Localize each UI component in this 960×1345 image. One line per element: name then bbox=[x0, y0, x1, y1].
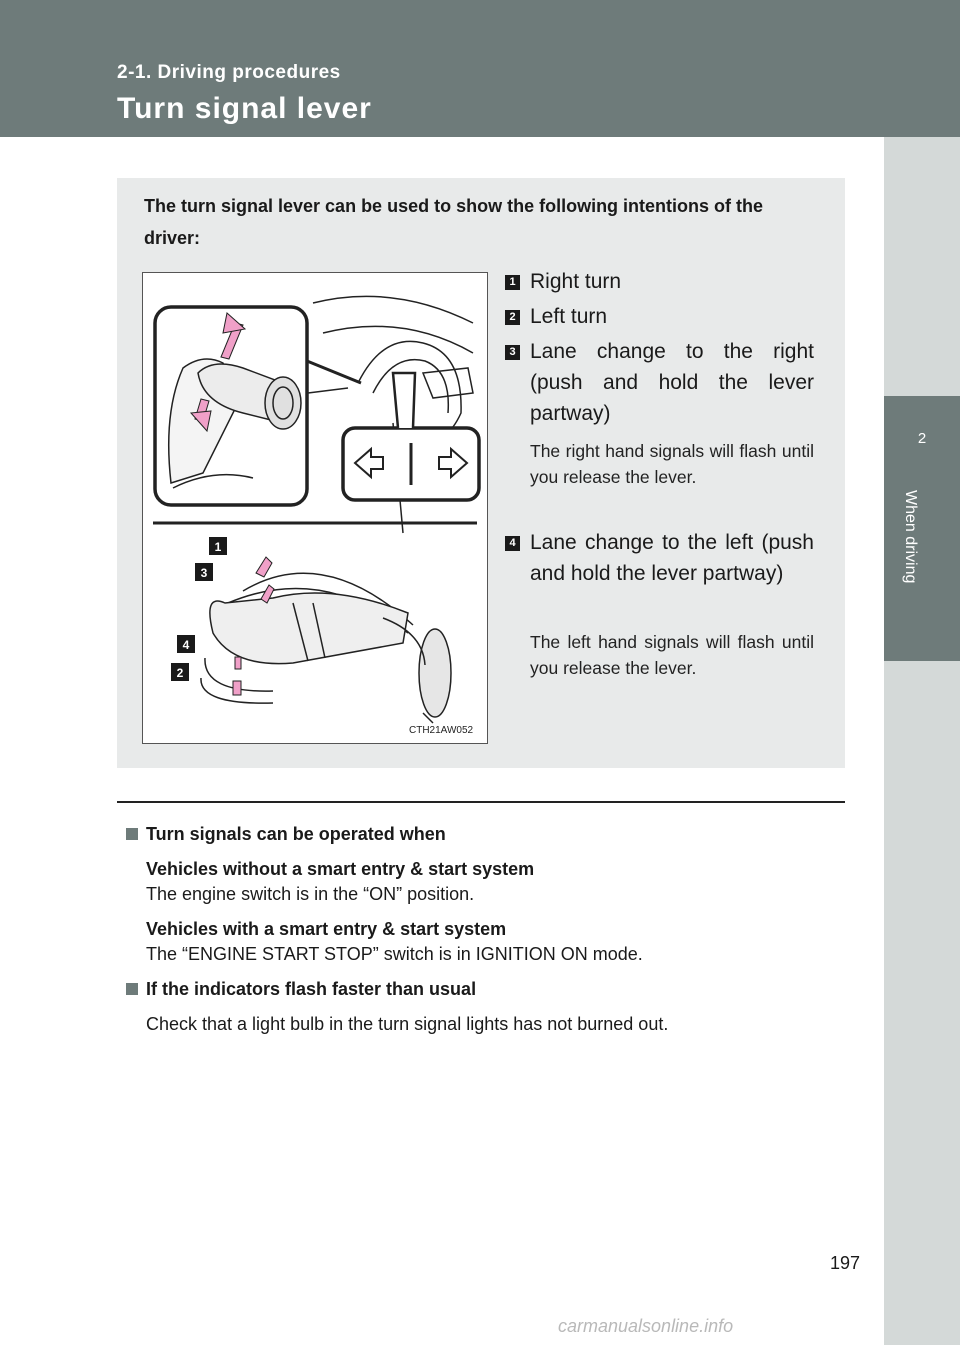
item-number-badge: 3 bbox=[505, 345, 520, 360]
item-note: The left hand signals will flash until you release the lever. bbox=[530, 632, 814, 678]
section-divider bbox=[117, 801, 845, 803]
note-body: The engine switch is in the “ON” position. bbox=[146, 884, 475, 904]
notes-section bbox=[126, 822, 866, 1037]
turn-signal-illustration bbox=[143, 273, 487, 743]
item-number-badge: 2 bbox=[505, 310, 520, 325]
page-number: 197 bbox=[829, 1253, 860, 1273]
callout-label: 2 bbox=[176, 666, 184, 680]
item-text: Left turn bbox=[530, 305, 608, 328]
note-heading bbox=[126, 822, 866, 847]
note-subheading: Vehicles without a smart entry & start system bbox=[146, 859, 535, 879]
note-body: Check that a light bulb in the turn signal lights has not burned out. bbox=[146, 1014, 669, 1034]
item-text: Lane change to the left (push and hold the lever partway) bbox=[530, 531, 814, 585]
item-number-badge: 1 bbox=[505, 275, 520, 290]
section-label: 2-1. Driving procedures bbox=[117, 62, 341, 83]
panel-intro: The turn signal lever can be used to show the following intentions of the driver: bbox=[144, 196, 764, 248]
side-tab bbox=[884, 137, 960, 1345]
watermark: carmanualsonline.info bbox=[558, 1316, 734, 1336]
item-note: The right hand signals will flash until you release the lever. bbox=[530, 441, 814, 487]
item-text: Lane change to the right (push and hold the lever partway) bbox=[530, 340, 814, 425]
callout-label: 4 bbox=[182, 638, 190, 652]
item-text: Right turn bbox=[530, 270, 622, 293]
callout-label: 1 bbox=[214, 540, 222, 554]
callout-label: 3 bbox=[200, 566, 208, 580]
note-body: The “ENGINE START STOP” switch is in IGNITION ON mode. bbox=[146, 944, 643, 964]
bullet-square-icon bbox=[126, 828, 138, 840]
turn-signal-figure bbox=[142, 272, 488, 744]
page-title: Turn signal lever bbox=[117, 92, 372, 125]
note-heading-text: If the indicators flash faster than usual bbox=[146, 979, 477, 999]
note-subheading: Vehicles with a smart entry & start system bbox=[146, 919, 507, 939]
figure-code: CTH21AW052 bbox=[409, 725, 474, 736]
chapter-number: 2 bbox=[917, 430, 927, 447]
item-number-badge: 4 bbox=[505, 536, 520, 551]
chapter-name: When driving bbox=[902, 490, 919, 584]
bullet-square-icon bbox=[126, 983, 138, 995]
note-heading-text: Turn signals can be operated when bbox=[146, 824, 446, 844]
note-heading bbox=[126, 977, 866, 1002]
